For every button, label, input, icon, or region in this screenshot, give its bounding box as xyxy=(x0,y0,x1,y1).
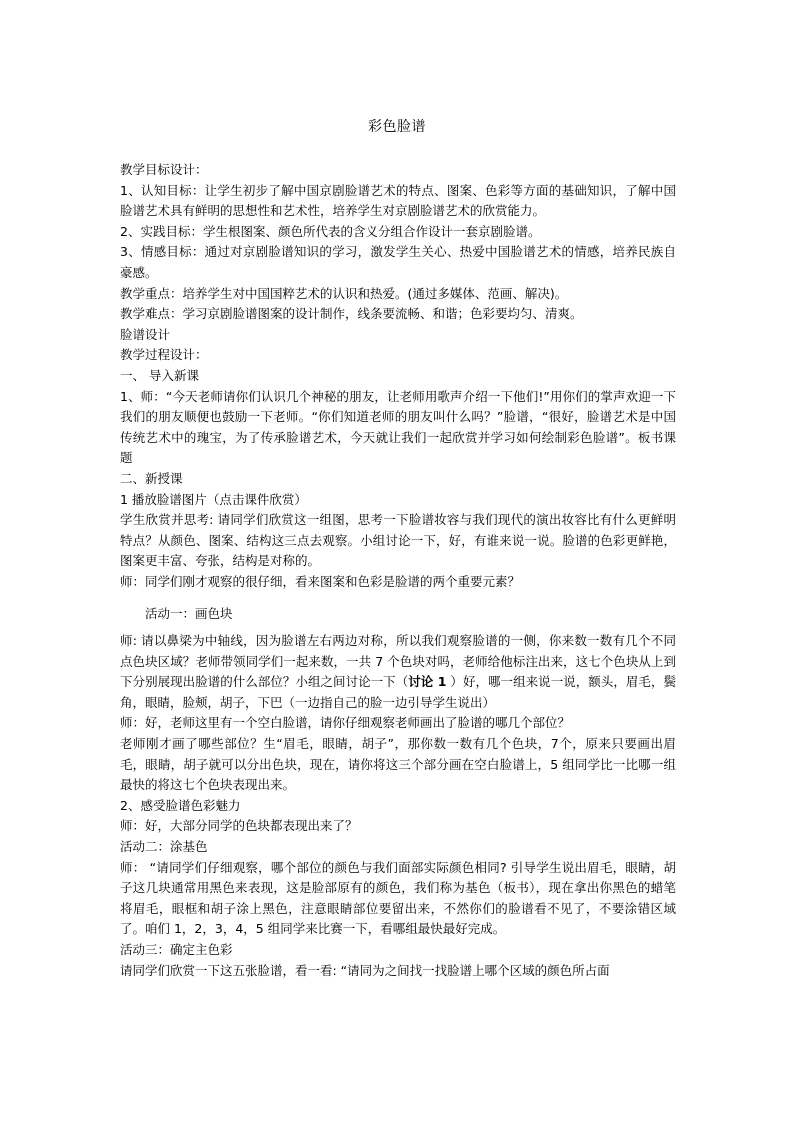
activity-heading-3: 活动三：确定主色彩 xyxy=(120,941,233,957)
paragraph-activity-3: 请同学们欣赏一下这五张脸谱，看一看: “请同为之间找一找脸谱上哪个区域的颜色所占面 xyxy=(120,962,610,978)
section-heading-objectives: 教学目标设计： xyxy=(120,162,208,177)
paragraph-teacher-remark: 师：同学们刚才观察的很仔细，看来图案和色彩是脸谱的两个重要元素？ xyxy=(120,573,521,589)
paragraph-practice-goal: 2、实践目标：学生根图案、颜色所代表的含义分组合作设计一套京剧脸谱。 xyxy=(120,223,541,239)
paragraph-difficult-point: 教学难点：学习京剧脸谱图案的设计制作，线条要流畅、和谐；色彩要均匀、清爽。 xyxy=(120,306,583,322)
paragraph-activity-1 xyxy=(120,631,676,713)
discussion-label: 讨论 1 xyxy=(408,674,447,690)
paragraph-mask-design: 脸谱设计 xyxy=(120,326,171,342)
activity-heading-1: 活动一：画色块 xyxy=(145,606,233,622)
document-title: 彩色脸谱 xyxy=(368,119,426,135)
section-heading-process: 教学过程设计： xyxy=(120,347,208,363)
section-heading-color-charm: 2、感受脸谱色彩魅力 xyxy=(120,797,241,813)
paragraph-parts-drawn: 老师刚才画了哪些部位？生“眉毛，眼睛，胡子”，那你数一数有几个色块，7个，原来只要画出眉毛，眼睛，胡子就可以分出色块，现在，请你将这三个部分画在空白脸谱上，5 组同学比一比哪一组最快的将这七个色块表现出来。 xyxy=(120,736,676,793)
paragraph-student-observe: 学生欣赏并思考: 请同学们欣赏这一组图，思考一下脸谱妆容与我们现代的演出妆容比有什么更鲜明特点？从颜色、图案、结构这三点去观察。小组讨论一下，好，有谁来说一说。脸谱的色彩更鲜艳，图案更丰富、夸张，结构是对称的。 xyxy=(120,512,676,569)
activity-1-text-a: 师: 请以鼻梁为中轴线，因为脸谱左右两边对称，所以我们观察脸谱的一侧，你来数一数有几个不同点色块区域？老师带领同学们一起来数，一共 7 个色块对吗，老师给他标注出来，这七个色块从上到下分别展现出脸谱的什么部位？小组之间讨论一下（ xyxy=(120,633,676,690)
paragraph-cognitive-goal: 1、认知目标：让学生初步了解中国京剧脸谱艺术的特点、图案、色彩等方面的基础知识，了解中国脸谱艺术具有鲜明的思想性和艺术性，培养学生对京剧脸谱艺术的欣赏能力。 xyxy=(120,182,676,219)
paragraph-emotion-goal: 3、情感目标：通过对京剧脸谱知识的学习，激发学生关心、热爱中国脸谱艺术的情感，培养民族自豪感。 xyxy=(120,244,676,280)
document-body xyxy=(120,160,676,981)
section-heading-new-lesson: 二、新授课 xyxy=(120,470,183,486)
paragraph-blank-mask: 师：好，老师这里有一个空白脸谱，请你仔细观察老师画出了脸谱的哪几个部位？ xyxy=(120,715,571,731)
paragraph-activity-2: 师： “请同学们仔细观察，哪个部位的颜色与我们面部实际颜色相同? 引导学生说出眉毛，眼睛，胡子这几块通常用黑色来表现，这是脸部原有的颜色，我们称为基色（板书），现在拿出你黑色的蜡笔将眉毛，眼框和胡子涂上黑色，注意眼睛部位要留出来，不然你们的脸谱看不见了，不要涂错区域了。咱们 1，2，3，4，5 组同学来比赛一下，看哪组最快最好完成。 xyxy=(120,859,676,937)
paragraph-blocks-done: 师：好，大部分同学的色块都表现出来了？ xyxy=(120,818,358,834)
activity-heading-2: 活动二：涂基色 xyxy=(120,839,208,854)
paragraph-intro: 1、师：“今天老师请你们认识几个神秘的朋友，让老师用歌声介绍一下他们!”用你们的掌声欢迎一下我们的朋友顺便也鼓励一下老师。“你们知道老师的朋友叫什么吗？”脸谱，“很好，脸谱艺术是中国传统艺术中的瑰宝，为了传承脸谱艺术，今天就让我们一起欣赏并学习如何绘制彩色脸谱”。板书课题 xyxy=(120,388,676,466)
activity-1-text-b: ）好，哪一组来说一说，额头，眉毛，鬓角，眼睛，脸颊，胡子，下巴（一边指自己的脸一边引导学生说出） xyxy=(120,674,676,710)
paragraph-play-images: 1 播放脸谱图片（点击课件欣赏） xyxy=(120,491,307,507)
paragraph-key-point: 教学重点：培养学生对中国国粹艺术的认识和热爱。(通过多媒体、范画、解决)。 xyxy=(120,285,568,301)
section-heading-intro: 一、 导入新课 xyxy=(120,367,199,383)
spacer xyxy=(120,592,676,604)
